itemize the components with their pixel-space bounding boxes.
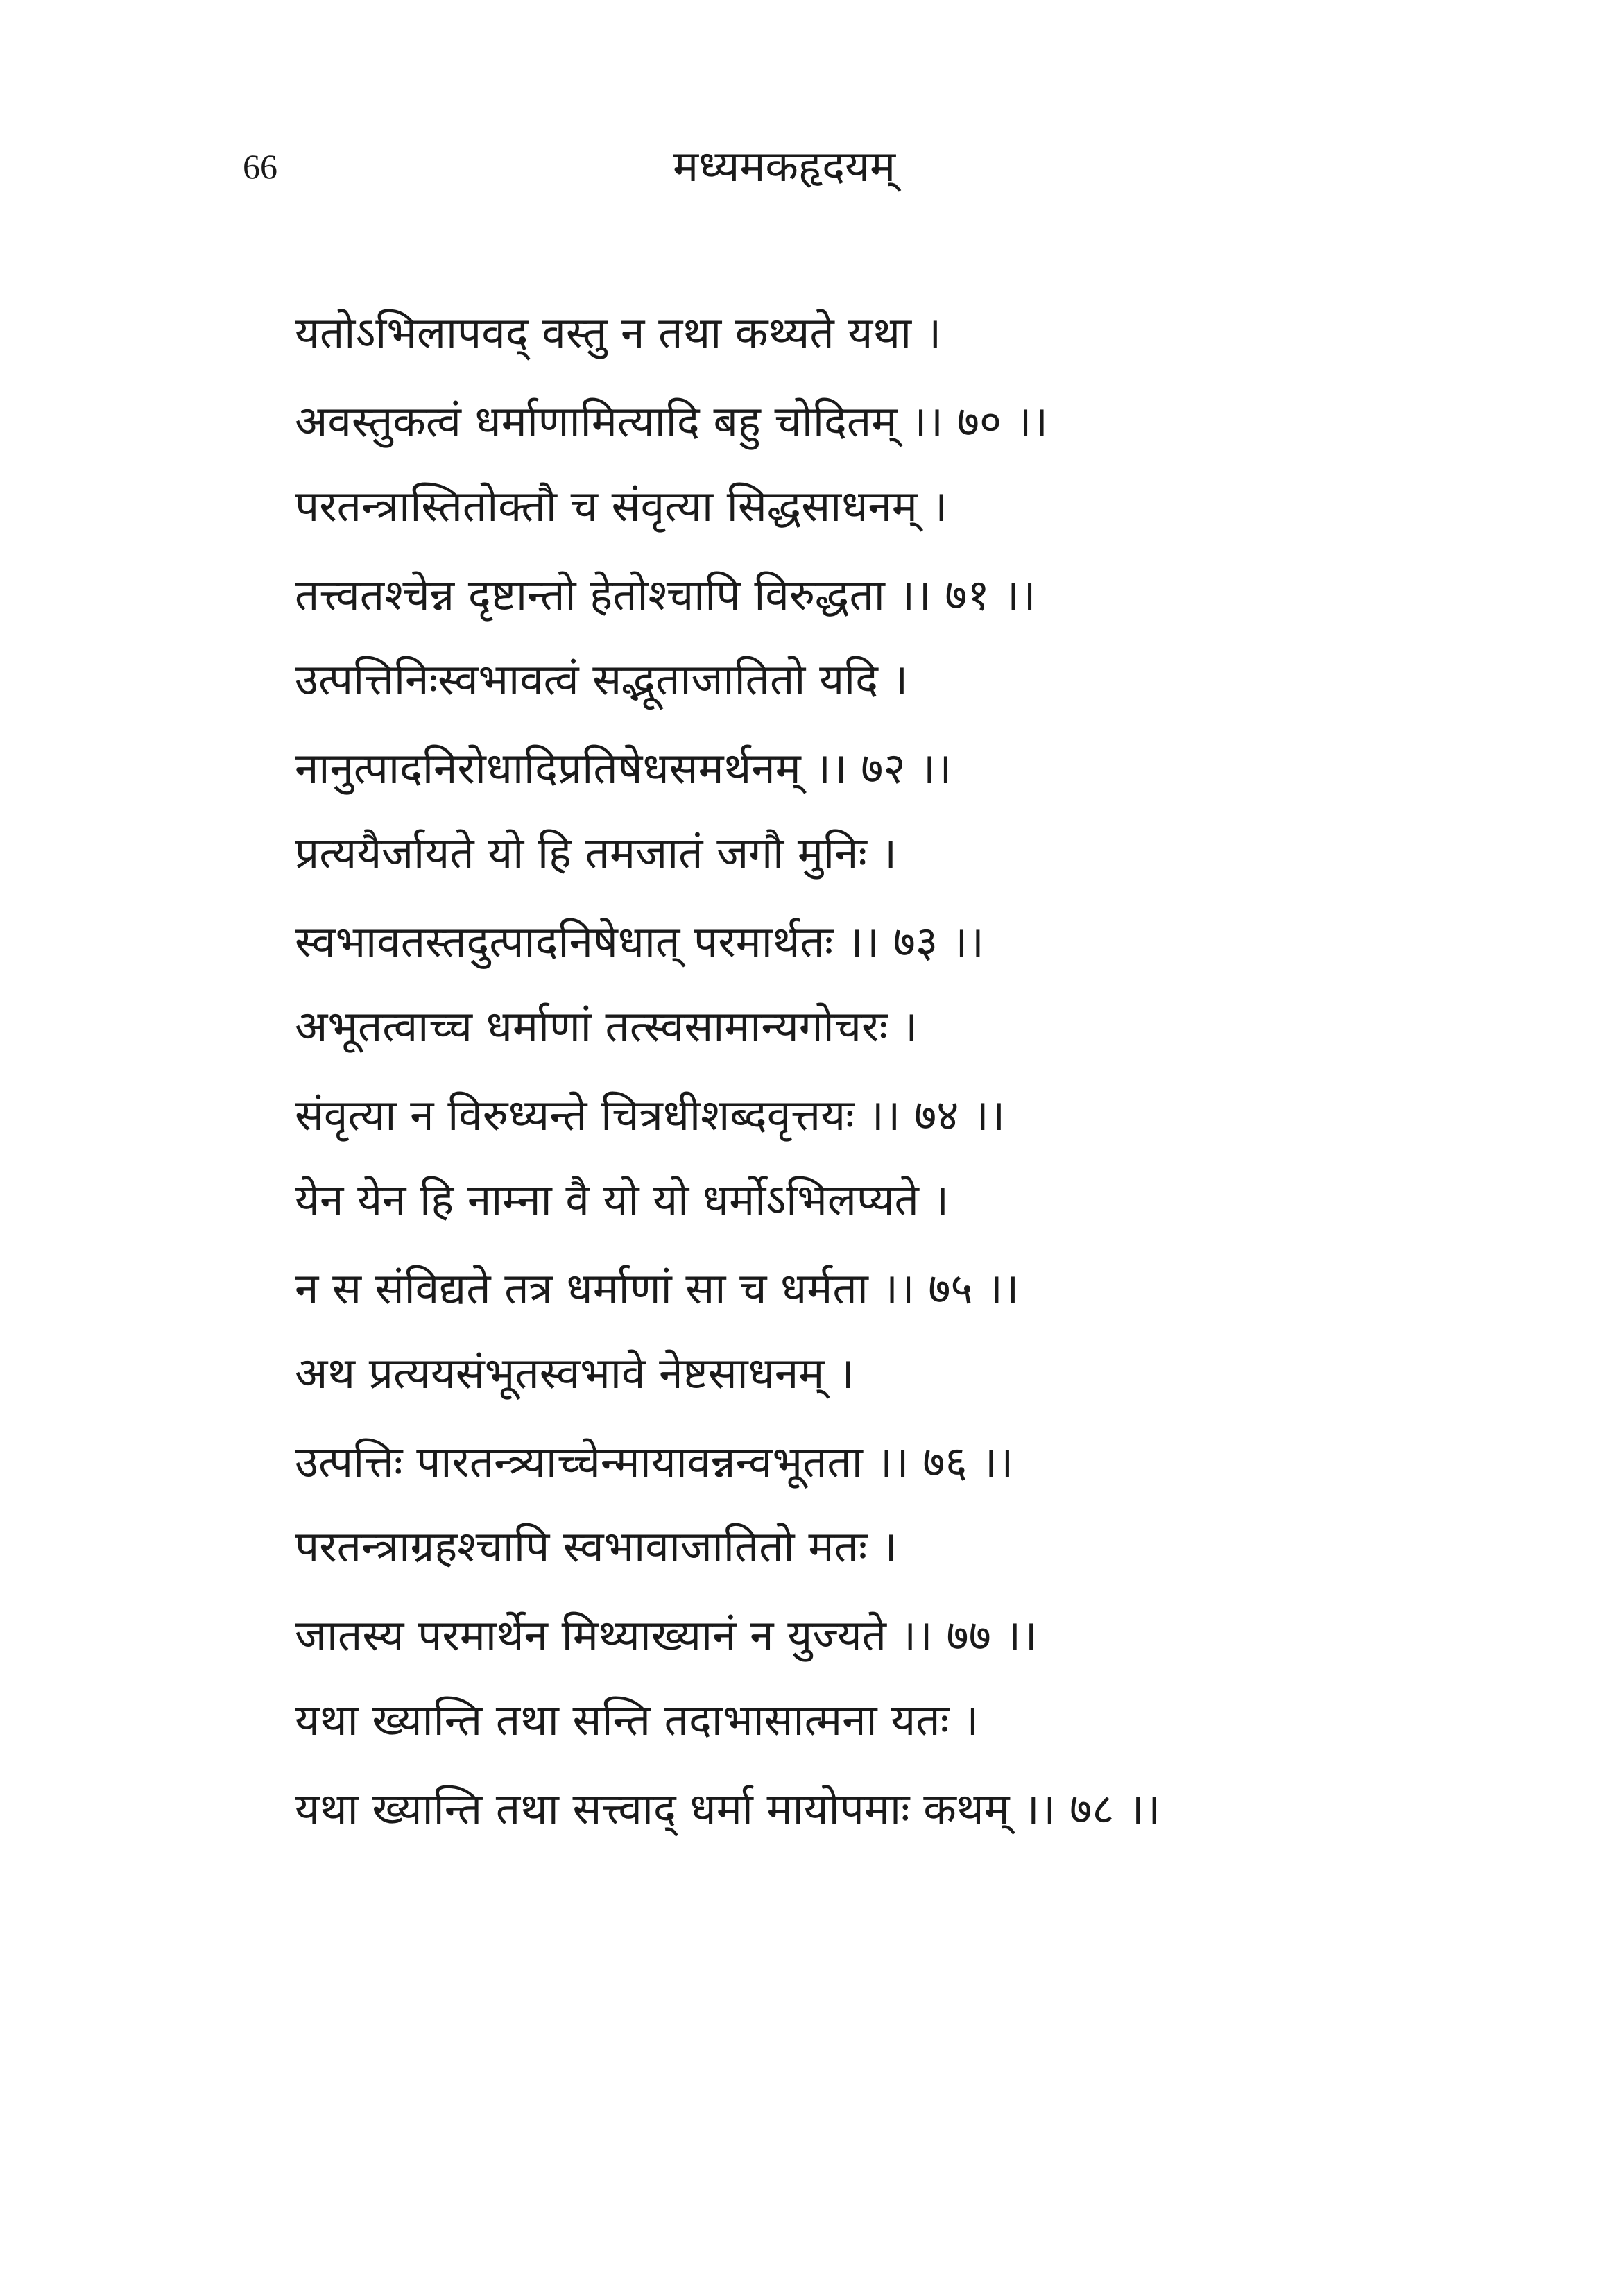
verse-line: उत्पत्तिनिःस्वभावत्वं सद्भूताजातितो यदि । (295, 654, 909, 705)
verse-line: अवस्तुकत्वं धर्माणामित्यादि बहु चोदितम् ।। ७० ।। (295, 396, 1048, 447)
verse-74 (295, 999, 1474, 1143)
verse-line: नानुत्पादनिरोधादिप्रतिषेधसमर्थनम् ।। ७२ ।। (295, 743, 952, 794)
verse-line: न स संविद्यते तत्र धर्माणां सा च धर्मता ।। ७५ ।। (295, 1263, 1020, 1314)
verse-76 (295, 1346, 1474, 1490)
verse-line: येन येन हि नाम्ना वै यो यो धर्मोऽभिलप्यते । (295, 1174, 950, 1225)
verse-70 (295, 305, 1474, 449)
verse-72 (295, 652, 1474, 796)
verse-77 (295, 1519, 1474, 1663)
verse-line: अथ प्रत्ययसंभूतस्वभावे नेष्टसाधनम् । (295, 1348, 855, 1398)
verse-75 (295, 1172, 1474, 1317)
verse-line: संवृत्या न विरुध्यन्ते चित्रधीशब्दवृत्तयः ।। ७४ ।। (295, 1090, 1006, 1140)
verse-line: अभूतत्वाच्च धर्माणां तत्स्वसामान्यगोचरः । (295, 1001, 918, 1052)
verse-line: परतन्त्राग्रहश्चापि स्वभावाजातितो मतः । (295, 1521, 898, 1572)
verse-73 (295, 825, 1474, 970)
verse-71 (295, 479, 1474, 623)
verse-78 (295, 1693, 1474, 1837)
page-number: 66 (243, 147, 277, 186)
verse-line: जातस्य परमार्थेन मिथ्याख्यानं न युज्यते ।। ७७ ।। (295, 1610, 1038, 1661)
verse-line: यतोऽभिलापवद् वस्तु न तथा कथ्यते यथा । (295, 307, 942, 358)
running-head-title: मध्यमकहृदयम् (673, 141, 896, 191)
verse-line: यथा ख्यान्ति तथा सन्ति तदाभासात्मना यतः । (295, 1695, 979, 1745)
verse-line: यथा ख्यान्ति तथा सत्त्वाद् धर्मा मायोपमाः कथम् ।। ७८ ।। (295, 1783, 1161, 1834)
verse-line: प्रत्ययैर्जायते यो हि तमजातं जगौ मुनिः । (295, 828, 898, 878)
verse-line: तत्त्वतश्चेन्न दृष्टान्तो हेतोश्चापि विरुद्धता ।। ७१ ।। (295, 569, 1036, 620)
verse-line: स्वभावतस्तदुत्पादनिषेधात् परमार्थतः ।। ७३ ।। (295, 916, 984, 967)
verse-line: परतन्त्रास्तितोक्तौ च संवृत्या सिद्धसाधनम् । (295, 481, 948, 531)
verse-line: उत्पत्तिः पारतन्त्र्याच्चेन्मायावन्नन्वभूतता ।। ७६ ।। (295, 1437, 1014, 1487)
verse-list (295, 305, 1474, 1866)
